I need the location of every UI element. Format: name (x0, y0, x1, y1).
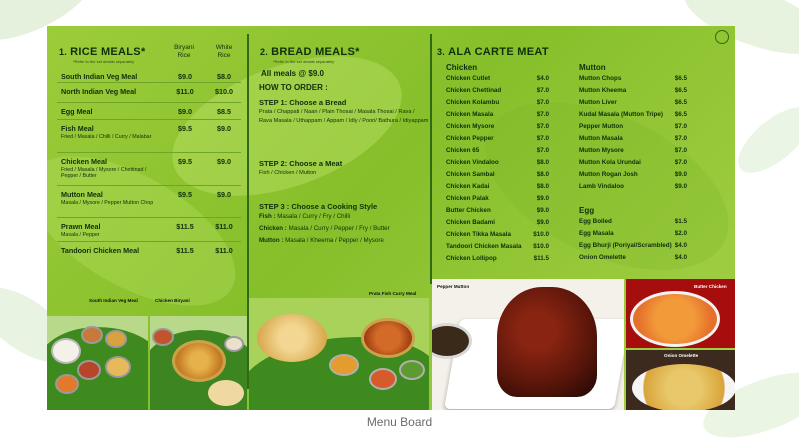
bowl (224, 336, 244, 352)
chicken-item-price: $10.0 (533, 231, 549, 238)
onion-omelette-photo (626, 350, 735, 410)
cooking-styles: Masala / Curry / Pepper / Fry / Butter (288, 225, 390, 232)
meat-label: Fish : (259, 213, 276, 220)
cooking-styles: Masala / Kheema / Pepper / Mysore (285, 237, 384, 244)
mutton-item-name: Kudal Masala (Mutton Tripe) (579, 111, 663, 118)
all-meals-price: All meals @ $9.0 (261, 69, 324, 78)
mutton-item-name: Mutton Liver (579, 99, 617, 106)
column-divider (430, 34, 432, 284)
chicken-item-price: $7.0 (536, 87, 549, 94)
chicken-item-name: Chicken Palak (446, 195, 489, 202)
bowl (369, 368, 397, 390)
white-rice-price: $9.0 (217, 190, 231, 199)
bowl (105, 330, 127, 348)
pepper-mutton-pile (497, 287, 597, 397)
bowl (329, 354, 359, 376)
step2-body: Fish / Chicken / Mutton (259, 170, 317, 176)
ala-carte-section-title (437, 46, 549, 58)
mutton-item-price: $7.0 (674, 159, 687, 166)
meat-label: Chicken : (259, 225, 287, 232)
egg-item-price: $2.0 (674, 230, 687, 237)
biryani-bowl (172, 340, 226, 382)
mutton-item-price: $6.5 (674, 99, 687, 106)
biryani-rice-price: $11.0 (176, 87, 194, 96)
row-separator (57, 185, 241, 186)
mutton-item-name: Lamb Vindaloo (579, 183, 625, 190)
menu-board-caption: Menu Board (366, 415, 433, 429)
curry-pot (361, 318, 415, 358)
mutton-item-price: $6.5 (674, 75, 687, 82)
chicken-item-price: $9.0 (536, 195, 549, 202)
white-rice-price: $8.0 (217, 72, 231, 81)
rice-meal-name: Tandoori Chicken Meal (61, 246, 140, 255)
mutton-item-price: $7.0 (674, 147, 687, 154)
chicken-item-price: $9.0 (536, 219, 549, 226)
omelette-plate (632, 364, 735, 410)
bowl (399, 360, 425, 380)
biryani-rice-price: $9.5 (178, 157, 192, 166)
rice-note: *Refer to the set details separately (73, 59, 135, 64)
butter-chicken-photo (626, 279, 735, 348)
biryani-rice-header: Biryani Rice (174, 44, 194, 59)
bread-note: *Refer to the set details separately (273, 59, 335, 64)
section-number: 3. (437, 47, 446, 57)
section-number: 2. (260, 47, 269, 57)
rice-meal-name: Chicken Meal (61, 157, 107, 166)
chicken-item-price: $10.0 (533, 243, 549, 250)
chicken-item-name: Chicken Vindaloo (446, 159, 499, 166)
rice-meal-name: Fish Meal (61, 124, 94, 133)
cooking-style-line (259, 213, 439, 222)
chicken-item-name: Chicken Badami (446, 219, 495, 226)
chicken-biryani-caption: Chicken Biryani (155, 298, 190, 303)
chicken-item-price: $7.0 (536, 147, 549, 154)
egg-item-name: Egg Boiled (579, 218, 612, 225)
chicken-item-price: $7.0 (536, 123, 549, 130)
white-rice-price: $10.0 (215, 87, 233, 96)
mutton-item-price: $6.5 (674, 87, 687, 94)
mutton-item-name: Mutton Rogan Josh (579, 171, 638, 178)
egg-item-name: Egg Masala (579, 230, 614, 237)
chicken-biryani-photo (150, 316, 247, 410)
meat-label: Mutton : (259, 237, 284, 244)
bowl (51, 338, 81, 364)
papadum (208, 380, 244, 406)
mutton-item-name: Mutton Kola Urundai (579, 159, 641, 166)
rice-meal-options: Masala / Mysore / Pepper Mutton Chop (61, 200, 154, 206)
egg-item-price: $1.5 (674, 218, 687, 225)
prata-fish-curry-photo (249, 298, 429, 410)
cooking-style-line (259, 237, 439, 246)
chicken-item-name: Chicken Sambal (446, 171, 495, 178)
butter-chicken-bowl (630, 291, 720, 347)
chicken-item-price: $7.0 (536, 135, 549, 142)
chicken-item-name: Chicken 65 (446, 147, 480, 154)
section-title-text: ALA CARTE MEAT (448, 46, 549, 58)
mutton-item-price: $7.0 (674, 135, 687, 142)
rice-meal-options: Masala / Pepper (61, 232, 100, 238)
step2-title: STEP 2: Choose a Meat (259, 159, 343, 168)
cooking-style-line (259, 225, 439, 234)
chicken-item-name: Chicken Kolambu (446, 99, 500, 106)
row-separator (57, 119, 241, 120)
corner-ornament (715, 30, 729, 44)
row-separator (57, 217, 241, 218)
chicken-item-price: $7.0 (536, 99, 549, 106)
bowl (81, 326, 103, 344)
chicken-item-price: $9.0 (536, 207, 549, 214)
biryani-rice-price: $11.5 (176, 222, 194, 231)
white-rice-header: White Rice (215, 44, 233, 59)
biryani-rice-price: $11.5 (176, 246, 194, 255)
row-separator (57, 82, 241, 83)
bowl (105, 356, 131, 378)
south-indian-veg-meal-caption: South Indian Veg Meal (89, 298, 138, 303)
section-number: 1. (59, 47, 68, 57)
mutton-item-name: Mutton Kheema (579, 87, 627, 94)
row-separator (57, 152, 241, 153)
section-title-text: BREAD MEALS* (271, 46, 360, 58)
prata-bread (257, 314, 327, 362)
egg-heading: Egg (579, 206, 595, 215)
chicken-item-name: Chicken Pepper (446, 135, 494, 142)
chicken-item-price: $8.0 (536, 171, 549, 178)
south-indian-veg-meal-photo (47, 316, 148, 410)
bowl (77, 360, 101, 380)
mutton-item-price: $7.0 (674, 123, 687, 130)
egg-item-price: $4.0 (674, 254, 687, 261)
bread-section-title (260, 46, 360, 58)
onion-omelette-caption: Onion Omelette (664, 353, 699, 358)
pepper-mutton-photo (432, 279, 624, 410)
how-to-order: HOW TO ORDER : (259, 83, 328, 92)
white-rice-price: $9.0 (217, 124, 231, 133)
chicken-item-price: $4.0 (536, 75, 549, 82)
mutton-item-name: Mutton Masala (579, 135, 623, 142)
chicken-item-price: $8.0 (536, 159, 549, 166)
mutton-item-price: $9.0 (674, 171, 687, 178)
chicken-item-name: Chicken Mysore (446, 123, 495, 130)
step3-title: STEP 3 : Choose a Cooking Style (259, 202, 378, 211)
mutton-item-name: Mutton Mysore (579, 147, 624, 154)
bowl (55, 374, 79, 394)
rice-meal-name: South Indian Veg Meal (61, 72, 138, 81)
section-title-text: RICE MEALS* (70, 46, 146, 58)
chicken-item-name: Tandoori Chicken Masala (446, 243, 522, 250)
chicken-item-name: Chicken Chettinad (446, 87, 502, 94)
row-separator (57, 102, 241, 103)
biryani-rice-price: $9.0 (178, 72, 192, 81)
step1-title: STEP 1: Choose a Bread (259, 98, 347, 107)
chicken-heading: Chicken (446, 63, 478, 72)
biryani-rice-price: $9.5 (178, 124, 192, 133)
rice-section-title (59, 46, 146, 58)
chicken-item-name: Butter Chicken (446, 207, 491, 214)
mutton-item-price: $6.5 (674, 111, 687, 118)
leaf-decoration (728, 96, 799, 184)
chicken-item-price: $7.0 (536, 111, 549, 118)
rice-meal-name: Mutton Meal (61, 190, 103, 199)
biryani-rice-price: $9.5 (178, 190, 192, 199)
mutton-item-name: Pepper Mutton (579, 123, 624, 130)
mutton-item-name: Mutton Chops (579, 75, 622, 82)
pepper-mutton-caption: Pepper Mutton (437, 284, 470, 289)
chicken-item-name: Chicken Masala (446, 111, 494, 118)
biryani-rice-price: $9.0 (178, 107, 192, 116)
white-rice-price: $9.0 (217, 157, 231, 166)
chicken-item-price: $11.5 (533, 255, 549, 262)
prata-fish-curry-caption: Prata Fish Curry Meal (369, 291, 417, 296)
white-rice-price: $11.0 (215, 222, 233, 231)
egg-item-name: Onion Omelette (579, 254, 626, 261)
chicken-item-name: Chicken Cutlet (446, 75, 491, 82)
chicken-item-name: Chicken Kadai (446, 183, 490, 190)
rice-meal-options: Fried / Masala / Chilli / Curry / Malabar (61, 134, 152, 140)
egg-item-price: $4.0 (674, 242, 687, 249)
rice-meal-name: Egg Meal (61, 107, 93, 116)
row-separator (57, 241, 241, 242)
chicken-item-name: Chicken Tikka Masala (446, 231, 511, 238)
mutton-heading: Mutton (579, 63, 606, 72)
rice-meal-options: Fried / Masala / Mysore / Chettinad / Pepper / Butter (61, 167, 147, 180)
bowl (152, 328, 174, 346)
menu-board (47, 26, 735, 410)
white-rice-price: $11.0 (215, 246, 233, 255)
cooking-styles: Masala / Curry / Fry / Chilli (277, 213, 351, 220)
white-rice-price: $8.5 (217, 107, 231, 116)
mutton-item-price: $9.0 (674, 183, 687, 190)
egg-item-name: Egg Bhurji (Poriyal/Scrambled) (579, 242, 672, 249)
rice-meal-name: Prawn Meal (61, 222, 101, 231)
step1-body: Prata / Chappati / Naan / Plain Thosai / Masala Thosai / Rava / Rava Masala / Uthappam / Appam / Idly / Poori/ Bathura / Idiyappam (259, 109, 429, 124)
butter-chicken-caption: Butter Chicken (694, 284, 727, 289)
rice-meal-name: North Indian Veg Meal (61, 87, 137, 96)
chicken-item-price: $8.0 (536, 183, 549, 190)
chicken-item-name: Chicken Lollipop (446, 255, 497, 262)
